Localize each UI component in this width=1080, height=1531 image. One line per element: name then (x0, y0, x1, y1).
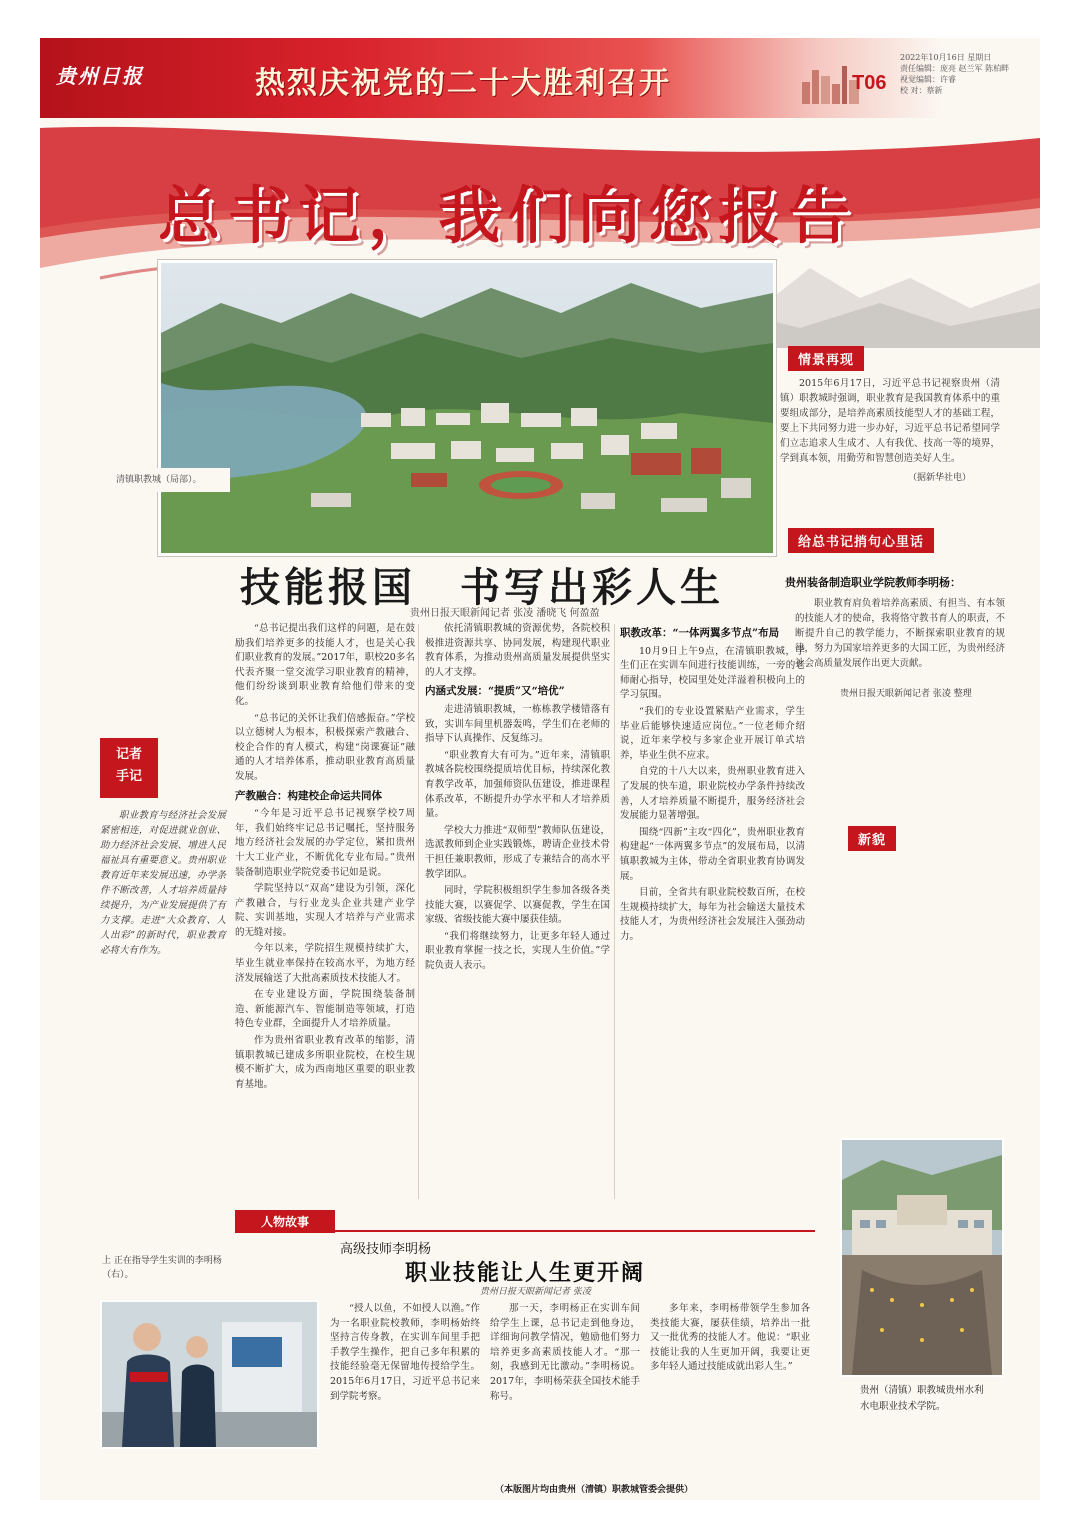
col1-paragraph-1: “总书记提出我们这样的问题，是在鼓励我们培养更多的技能人才，也是关心我们职业教育的发展。”2017年，职校20多名代表齐聚一堂交流学习职业教育的精神，他们纷纷谈到职业教育给他们带来的变化。 (235, 623, 415, 707)
scene-credit: （据新华社电） (908, 473, 972, 483)
col3-paragraph-4: 围绕“四新”主攻“四化”，贵州职业教育构建起“一体两翼多节点”的发展布局，以清镇职教城为主体，带动全省职业教育协调发展。 (620, 826, 805, 882)
masthead-logo: 贵州日报 (56, 64, 144, 88)
col3-paragraph-3: 自党的十八大以来，贵州职业教育进入了发展的快车道，职业院校办学条件持续改善，人才培养质量不断提升，服务经济社会发展能力显著增强。 (620, 766, 805, 822)
col2-paragraph-5: 同时，学院积极组织学生参加各级各类技能大赛，以赛促学、以赛促教，学生在国家级、省级技能大赛中屡获佳绩。 (425, 885, 610, 926)
col2-paragraph-4: 学校大力推进“双师型”教师队伍建设，选派教师到企业实践锻炼，聘请企业技术骨干担任兼职教师，形成了专兼结合的高水平教学团队。 (425, 824, 610, 880)
aerial-campus-photo (158, 260, 776, 556)
main-headline: 总书记，我们向您报告 (158, 179, 859, 252)
campus-illustration (161, 263, 773, 553)
col2-paragraph-2: 走进清镇职教城，一栋栋教学楼错落有致，实训车间里机器轰鸣，学生们在老师的指导下认真操作、反复练习。 (425, 703, 610, 745)
college-illustration (842, 1140, 1002, 1375)
people-story-tag: 人物故事 (235, 1210, 335, 1233)
column-divider (418, 624, 419, 1199)
message-credit: 贵州日报天眼新闻记者 张凌 整理 (840, 689, 972, 699)
reporter-note-text: 职业教育与经济社会发展紧密相连，对促进就业创业、助力经济社会发展、增进人民福祉具有重要意义。贵州职业教育近年来发展迅速，办学条件不断改善，人才培养质量持续提升，为产业发展提供了有力支撑。走进“大众教育、人人出彩”的新时代，职业教育必将大有作为。 (100, 810, 226, 956)
college-photo-caption: 贵州（清镇）职教城贵州水利水电职业技术学院。 (860, 1385, 984, 1412)
col1-paragraph-2: “总书记的关怀让我们倍感振奋。”学校以立德树人为根本，积极探索产教融合、校企合作的育人模式，构建“岗课赛证”融通的人才培养体系，推动职业教育高质量发展。 (235, 712, 415, 782)
story-column-2 (490, 1302, 640, 1474)
edition-meta (900, 52, 1040, 96)
col3-paragraph-2: “我们的专业设置紧贴产业需求，学生毕业后能够快速适应岗位。”一位老师介绍说，近年来学校与多家企业开展订单式培养，毕业生供不应求。 (620, 705, 805, 761)
col1-subheading: 产教融合：构建校企命运共同体 (235, 789, 382, 802)
story-title: 职业技能让人生更开阔 (405, 1261, 646, 1286)
visual-editor-line: 视觉编辑：许睿 (900, 75, 956, 84)
reporter-note-tag (100, 738, 158, 798)
col2-paragraph-6: “我们将继续努力，让更多年轻人通过职业教育掌握一技之长，实现人生价值。”学院负责人表示。 (425, 930, 610, 972)
col3-paragraph-1: 10月9日上午9点，在清镇职教城，学生们正在实训车间进行技能训练，一旁的老师耐心指导，校园里处处洋溢着积极向上的学习氛围。 (620, 645, 805, 701)
story-paragraph-2: 那一天，李明杨正在实训车间给学生上课，总书记走到他身边，详细询问教学情况，勉励他们努力培养更多高素质技能人才。“那一刻，我感到无比激动。”李明杨说。2017年，李明杨荣获全国技术能手称号。 (490, 1303, 640, 1402)
message-text: 职业教育肩负着培养高素质、有担当、有本领的技能人才的使命，我将恪守教书育人的职责，不断提升自己的教学能力，不断探索职业教育的规律，努力为国家培养更多的大国工匠，为贵州经济社会高质量发展作出更大贡献。 (795, 598, 1005, 669)
story-rule (235, 1230, 815, 1232)
article-column-3 (620, 622, 805, 1202)
col1-paragraph-7: 作为贵州省职业教育改革的缩影，清镇职教城已建成多所职业院校，在校生规模不断扩大，成为西南地区重要的职业教育基地。 (235, 1035, 415, 1090)
editor-line: 责任编辑：庞亮 赵兰军 陈柏畔 (900, 64, 1010, 73)
story-column-1 (330, 1302, 480, 1474)
col3-subheading: 职教改革：“一体两翼多节点”布局 (620, 627, 780, 639)
footer-photo-credit: （本版图片均由贵州（清镇）职教城管委会提供） (495, 1485, 694, 1495)
scene-replay-text: 2015年6月17日，习近平总书记视察贵州（清镇）职教城时强调，职业教育是我国教育体系中的重要组成部分，是培养高素质技能型人才的基础工程，要上下共同努力进一步办好，习近平总书记希望同学们立志追求人生成才、人有我优、技高一等的境界，学到真本领，用勤劳和智慧创造美好人生。 (780, 378, 1000, 464)
col2-subheading: 内涵式发展：“提质”又“培优” (425, 685, 565, 698)
water-conservancy-college-photo (840, 1138, 1004, 1377)
teacher-photo-caption: 上 正在指导学生实训的李明杨（右）。 (102, 1256, 222, 1280)
date-line: 2022年10月16日 星期日 (900, 53, 992, 62)
article-byline: 贵州日报天眼新闻记者 张凌 潘晓飞 何盈盈 (410, 608, 600, 619)
reporter-tag-line-1: 记者 (115, 747, 142, 762)
message-speaker: 贵州装备制造职业学院教师李明杨： (785, 576, 961, 589)
story-subtitle: 高级技师李明杨 (340, 1242, 432, 1257)
page-number: T06 (852, 72, 887, 94)
newspaper-page (40, 38, 1040, 1500)
story-column-3 (650, 1302, 810, 1474)
column-divider (614, 624, 615, 1199)
col2-paragraph-3: “职业教育大有可为。”近年来，清镇职教城各院校围绕提质培优目标，持续深化教育教学改革，加强师资队伍建设，推进课程体系改革，不断提升办学水平和人才培养质量。 (425, 749, 610, 820)
photo-caption: 清镇职教城（局部）。 (112, 468, 230, 492)
article-title: 技能报国 书写出彩人生 (240, 565, 724, 611)
article-column-2 (425, 622, 610, 1202)
teacher-training-photo (100, 1300, 319, 1449)
new-look-tag: 新貌 (848, 826, 896, 851)
col1-paragraph-4: 学院坚持以“双高”建设为引领，深化产教融合，与行业龙头企业共建产业学院、实训基地，实现人才培养与产业需求的无缝对接。 (235, 883, 415, 938)
col2-paragraph-1: 依托清镇职教城的资源优势，各院校积极推进资源共享、协同发展，构建现代职业教育体系，为推动贵州高质量发展提供坚实的人才支撑。 (425, 623, 610, 678)
story-byline: 贵州日报天眼新闻记者 张凌 (480, 1287, 591, 1297)
story-paragraph-3: 多年来，李明杨带领学生参加各类技能大赛，屡获佳绩，培养出一批又一批优秀的技能人才。他说：“职业技能让我的人生更加开阔，我要让更多年轻人通过技能成就出彩人生。” (650, 1303, 810, 1373)
teacher-illustration (102, 1302, 317, 1447)
proofreader-line: 校 对：蔡新 (900, 86, 943, 95)
col1-paragraph-5: 今年以来，学院招生规模持续扩大，毕业生就业率保持在较高水平，为地方经济发展输送了大批高素质技术技能人才。 (235, 943, 415, 984)
banner-title: 热烈庆祝党的二十大胜利召开 (255, 66, 671, 101)
scene-replay-tag: 情景再现 (788, 346, 864, 371)
story-paragraph-1: “授人以鱼，不如授人以渔。”作为一名职业院校教师，李明杨始终坚持言传身教，在实训车间里手把手教学生操作，把自己多年积累的技能经验毫无保留地传授给学生。2015年6月17日，习近平总书记来到学院考察。 (330, 1303, 480, 1402)
reporter-tag-line-2: 手记 (115, 769, 142, 784)
col3-paragraph-5: 目前，全省共有职业院校数百所，在校生规模持续扩大，每年为社会输送大量技术技能人才，为贵州经济社会发展注入强劲动力。 (620, 887, 805, 942)
col1-paragraph-3: “今年是习近平总书记视察学校7周年，我们始终牢记总书记嘱托，坚持服务地方经济社会发展的办学定位，紧扣贵州十大工业产业，不断优化专业布局。”贵州装备制造职业学院党委书记如是说。 (235, 808, 415, 878)
col1-paragraph-6: 在专业建设方面，学院围绕装备制造、新能源汽车、智能制造等领域，打造特色专业群，全面提升人才培养质量。 (235, 989, 415, 1030)
message-tag: 给总书记捎句心里话 (788, 528, 934, 553)
article-column-1 (235, 622, 415, 1202)
header-band (40, 38, 1040, 118)
